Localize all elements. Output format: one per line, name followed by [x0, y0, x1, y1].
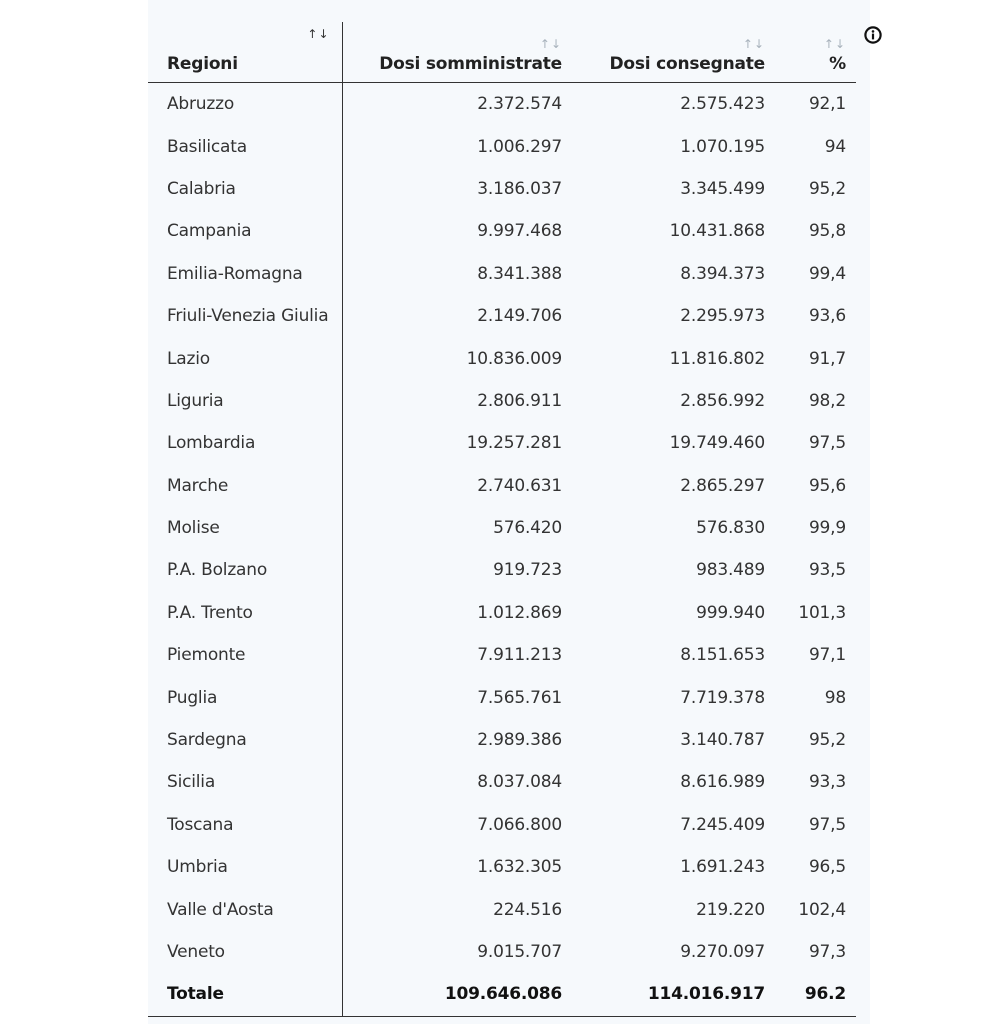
info-icon[interactable]: [864, 26, 882, 44]
cell-delivered: 2.575.423: [680, 94, 765, 115]
cell-percent: 97,5: [808, 814, 846, 835]
table-row: [148, 125, 856, 167]
table-total-row: [148, 973, 856, 1016]
cell-percent: 95,6: [808, 475, 846, 496]
cell-delivered: 2.295.973: [680, 306, 765, 327]
cell-delivered: 999.940: [696, 602, 765, 623]
cell-region: P.A. Trento: [148, 592, 342, 634]
cell-percent: 95,8: [808, 221, 846, 242]
cell-administered: 2.372.574: [477, 94, 562, 115]
sort-arrows-icon[interactable]: ↑↓: [742, 37, 765, 51]
table-row: [148, 83, 856, 126]
table-row: [148, 634, 856, 676]
cell-delivered: 11.816.802: [669, 348, 765, 369]
header-regioni[interactable]: [148, 22, 342, 83]
cell-region: Molise: [148, 507, 342, 549]
header-dosi-somministrate[interactable]: [342, 22, 572, 83]
table-row: [148, 507, 856, 549]
cell-percent: 91,7: [808, 348, 846, 369]
cell-region: Toscana: [148, 804, 342, 846]
cell-region: Liguria: [148, 380, 342, 422]
cell-region: Valle d'Aosta: [148, 888, 342, 930]
table-row: [148, 253, 856, 295]
cell-administered: 10.836.009: [466, 348, 562, 369]
total-label: Totale: [148, 973, 342, 1016]
cell-percent: 97,1: [808, 645, 846, 666]
cell-delivered: 8.616.989: [680, 772, 765, 793]
cell-region: Basilicata: [148, 125, 342, 167]
cell-percent: 99,4: [808, 263, 846, 284]
cell-region: Lazio: [148, 337, 342, 379]
cell-delivered: 8.394.373: [680, 263, 765, 284]
cell-region: Friuli-Venezia Giulia: [148, 295, 342, 337]
header-dosi-consegnate[interactable]: [572, 22, 775, 83]
cell-region: Puglia: [148, 676, 342, 718]
header-label: %: [829, 54, 846, 74]
cell-percent: 93,3: [808, 772, 846, 793]
cell-administered: 1.012.869: [477, 602, 562, 623]
cell-delivered: 10.431.868: [669, 221, 765, 242]
cell-administered: 1.632.305: [477, 857, 562, 878]
cell-delivered: 576.830: [696, 518, 765, 539]
header-label: Dosi somministrate: [379, 54, 562, 74]
table-row: [148, 465, 856, 507]
cell-region: Abruzzo: [148, 83, 342, 126]
cell-region: Veneto: [148, 931, 342, 973]
sort-arrows-icon[interactable]: ↑↓: [307, 27, 330, 41]
cell-percent: 98,2: [808, 390, 846, 411]
cell-percent: 98: [824, 687, 846, 708]
table-row: [148, 422, 856, 464]
cell-region: Campania: [148, 210, 342, 252]
cell-delivered: 3.140.787: [680, 730, 765, 751]
cell-percent: 97,3: [808, 942, 846, 962]
cell-delivered: 1.070.195: [680, 136, 765, 157]
cell-region: Lombardia: [148, 422, 342, 464]
table-row: [148, 168, 856, 210]
table-row: [148, 549, 856, 591]
cell-administered: 224.516: [493, 899, 562, 920]
cell-delivered: 983.489: [696, 560, 765, 581]
table-row: [148, 337, 856, 379]
total-administered: 109.646.086: [342, 973, 572, 1016]
cell-percent: 101,3: [798, 602, 846, 623]
sort-arrows-icon[interactable]: ↑↓: [539, 37, 562, 51]
header-percent[interactable]: [775, 22, 856, 83]
table-row: [148, 592, 856, 634]
cell-percent: 96,5: [808, 857, 846, 878]
cell-percent: 92,1: [808, 94, 846, 115]
cell-percent: 95,2: [808, 730, 846, 751]
cell-region: P.A. Bolzano: [148, 549, 342, 591]
table-row: [148, 761, 856, 803]
header-label: Regioni: [167, 54, 238, 74]
cell-delivered: 3.345.499: [680, 178, 765, 199]
table-row: [148, 888, 856, 930]
cell-region: Piemonte: [148, 634, 342, 676]
cell-region: Emilia-Romagna: [148, 253, 342, 295]
cell-administered: 2.149.706: [477, 306, 562, 327]
cell-percent: 97,5: [808, 433, 846, 454]
cell-delivered: 7.719.378: [680, 687, 765, 708]
cell-administered: 9.997.468: [477, 221, 562, 242]
cell-percent: 95,2: [808, 178, 846, 199]
cell-delivered: 1.691.243: [680, 857, 765, 878]
cell-percent: 99,9: [808, 518, 846, 539]
cell-delivered: 7.245.409: [680, 814, 765, 835]
cell-administered: 576.420: [493, 518, 562, 539]
total-delivered: 114.016.917: [572, 973, 775, 1016]
cell-delivered: 219.220: [696, 899, 765, 920]
cell-delivered: 2.856.992: [680, 390, 765, 411]
table-header-row: [148, 22, 856, 83]
cell-administered: 1.006.297: [477, 136, 562, 157]
cell-delivered: 19.749.460: [669, 433, 765, 454]
cell-region: Sicilia: [148, 761, 342, 803]
cell-percent: 93,5: [808, 560, 846, 581]
cell-percent: 94: [824, 136, 846, 157]
cell-administered: 2.989.386: [477, 730, 562, 751]
cell-administered: 7.066.800: [477, 814, 562, 835]
table-row: [148, 295, 856, 337]
table-row: [148, 931, 856, 973]
cell-percent: 93,6: [808, 306, 846, 327]
header-label: Dosi consegnate: [609, 54, 765, 74]
cell-administered: 19.257.281: [466, 433, 562, 454]
cell-administered: 919.723: [493, 560, 562, 581]
cell-delivered: 8.151.653: [680, 645, 765, 666]
vaccine-doses-table: [148, 22, 856, 1017]
cell-delivered: 9.270.097: [680, 942, 765, 962]
cell-administered: 3.186.037: [477, 178, 562, 199]
table-row: [148, 719, 856, 761]
cell-administered: 2.740.631: [477, 475, 562, 496]
sort-arrows-icon[interactable]: ↑↓: [823, 37, 846, 51]
total-percent: 96.2: [775, 973, 856, 1016]
cell-administered: 8.037.084: [477, 772, 562, 793]
table-row: [148, 804, 856, 846]
cell-administered: 7.565.761: [477, 687, 562, 708]
table-row: [148, 210, 856, 252]
cell-region: Sardegna: [148, 719, 342, 761]
cell-percent: 102,4: [798, 899, 846, 920]
cell-delivered: 2.865.297: [680, 475, 765, 496]
cell-administered: 2.806.911: [477, 390, 562, 411]
table-row: [148, 846, 856, 888]
cell-region: Marche: [148, 465, 342, 507]
cell-administered: 7.911.213: [477, 645, 562, 666]
cell-administered: 9.015.707: [477, 942, 562, 962]
cell-administered: 8.341.388: [477, 263, 562, 284]
table-row: [148, 676, 856, 718]
table-row: [148, 380, 856, 422]
cell-region: Calabria: [148, 168, 342, 210]
cell-region: Umbria: [148, 846, 342, 888]
